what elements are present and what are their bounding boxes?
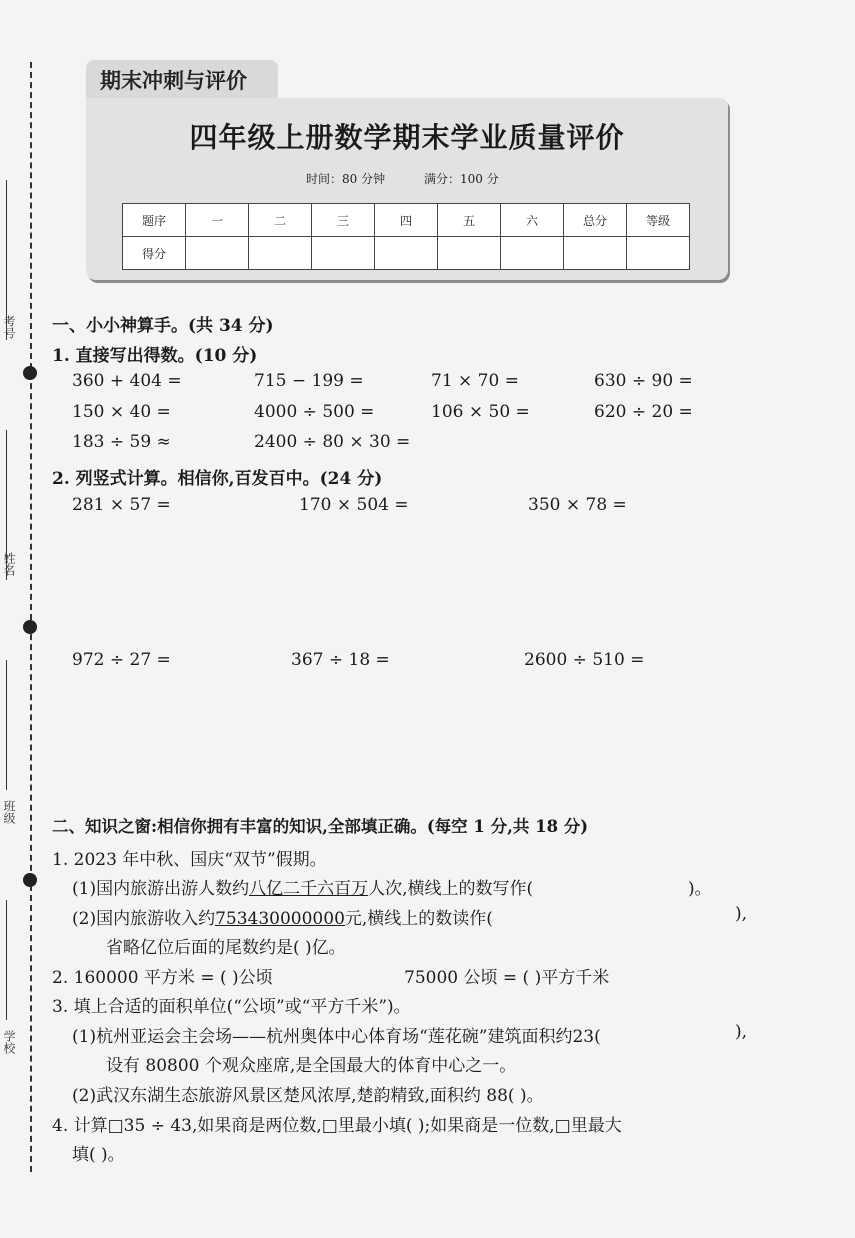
- s2-q1-part2: (2)国内旅游收入约753430000000元,横线上的数读作(: [72, 909, 493, 929]
- cell: 得分: [123, 237, 186, 270]
- calc-item: 106 × 50 =: [431, 402, 530, 422]
- s2-q4-line1: 4. 计算□35 ÷ 43,如果商是两位数,□里最小填( );如果商是一位数,□里最大: [52, 1116, 622, 1136]
- vertical-calc-item: 350 × 78 =: [528, 495, 627, 515]
- exam-full-score: 满分：100 分: [424, 172, 499, 186]
- binding-hole: [23, 873, 37, 887]
- q2-title: 2. 列竖式计算。相信你,百发百中。(24 分): [52, 469, 383, 489]
- calc-item: 71 × 70 =: [431, 371, 519, 391]
- section-tab: 期末冲刺与评价: [86, 60, 278, 100]
- vertical-calc-item: 972 ÷ 27 =: [72, 650, 171, 670]
- vertical-calc-item: 281 × 57 =: [72, 495, 171, 515]
- score-table: [122, 203, 690, 270]
- margin-label: 学校: [2, 1030, 16, 1054]
- calc-item: 150 × 40 =: [72, 402, 171, 422]
- vertical-calc-item: 170 × 504 =: [299, 495, 409, 515]
- binding-dashed-line: [30, 62, 32, 1172]
- score-cell[interactable]: [186, 237, 249, 270]
- s2-q4-line2: 填( )。: [72, 1145, 125, 1165]
- vertical-calc-item: 367 ÷ 18 =: [291, 650, 390, 670]
- score-cell[interactable]: [249, 237, 312, 270]
- calc-item: 630 ÷ 90 =: [594, 371, 693, 391]
- score-table-score-row: [123, 237, 690, 270]
- binding-hole: [23, 366, 37, 380]
- cell: 四: [375, 204, 438, 237]
- answer-blank-close: )。: [688, 879, 712, 899]
- section1-heading: 一、小小神算手。(共 34 分): [52, 316, 274, 336]
- calc-item: 183 ÷ 59 ≈: [72, 432, 171, 452]
- margin-rule: [6, 660, 7, 790]
- score-cell[interactable]: [627, 237, 690, 270]
- cell: 一: [186, 204, 249, 237]
- score-cell[interactable]: [312, 237, 375, 270]
- score-cell[interactable]: [438, 237, 501, 270]
- s2-q3-part1-line2: 设有 80800 个观众座席,是全国最大的体育中心之一。: [106, 1056, 517, 1076]
- exam-time: 时间：80 分钟: [306, 172, 386, 186]
- s2-q1-title: 1. 2023 年中秋、国庆“双节”假期。: [52, 850, 327, 870]
- s2-q1-part1: (1)国内旅游出游人数约八亿二千六百万人次,横线上的数写作(: [72, 879, 534, 899]
- score-cell[interactable]: [375, 237, 438, 270]
- calc-item: 620 ÷ 20 =: [594, 402, 693, 422]
- cell: 总分: [564, 204, 627, 237]
- calc-item: 4000 ÷ 500 =: [254, 402, 375, 422]
- cell: 六: [501, 204, 564, 237]
- score-cell[interactable]: [564, 237, 627, 270]
- cell: 二: [249, 204, 312, 237]
- cell: 三: [312, 204, 375, 237]
- cell: 五: [438, 204, 501, 237]
- exam-header: [86, 98, 728, 280]
- binding-hole: [23, 620, 37, 634]
- margin-label: 考号: [2, 315, 16, 339]
- cell: 等级: [627, 204, 690, 237]
- margin-rule: [6, 900, 7, 1020]
- cell: 题序: [123, 204, 186, 237]
- vertical-calc-item: 2600 ÷ 510 =: [524, 650, 645, 670]
- s2-q2-b: 75000 公顷 = ( )平方千米: [404, 968, 610, 988]
- exam-title: 四年级上册数学期末学业质量评价: [189, 121, 625, 154]
- s2-q1-part2-line2: 省略亿位后面的尾数约是( )亿。: [106, 938, 346, 958]
- score-cell[interactable]: [501, 237, 564, 270]
- s2-q2-a: 2. 160000 平方米 = ( )公顷: [52, 968, 273, 988]
- q1-title: 1. 直接写出得数。(10 分): [52, 346, 258, 366]
- s2-q3-part2: (2)武汉东湖生态旅游风景区楚风浓厚,楚韵精致,面积约 88( )。: [72, 1086, 544, 1106]
- margin-label: 班级: [2, 800, 16, 824]
- answer-blank-close: ),: [735, 1022, 748, 1042]
- s2-q3-title: 3. 填上合适的面积单位(“公顷”或“平方千米”)。: [52, 997, 411, 1017]
- section2-heading: 二、知识之窗:相信你拥有丰富的知识,全部填正确。(每空 1 分,共 18 分): [52, 817, 589, 836]
- s2-q3-part1: (1)杭州亚运会主会场——杭州奥体中心体育场“莲花碗”建筑面积约23(: [72, 1027, 601, 1047]
- calc-item: 2400 ÷ 80 × 30 =: [254, 432, 411, 452]
- margin-label: 姓名: [2, 552, 16, 576]
- answer-blank-close: ),: [735, 904, 748, 924]
- score-table-header-row: [123, 204, 690, 237]
- calc-item: 715 − 199 =: [254, 371, 364, 391]
- calc-item: 360 + 404 =: [72, 371, 182, 391]
